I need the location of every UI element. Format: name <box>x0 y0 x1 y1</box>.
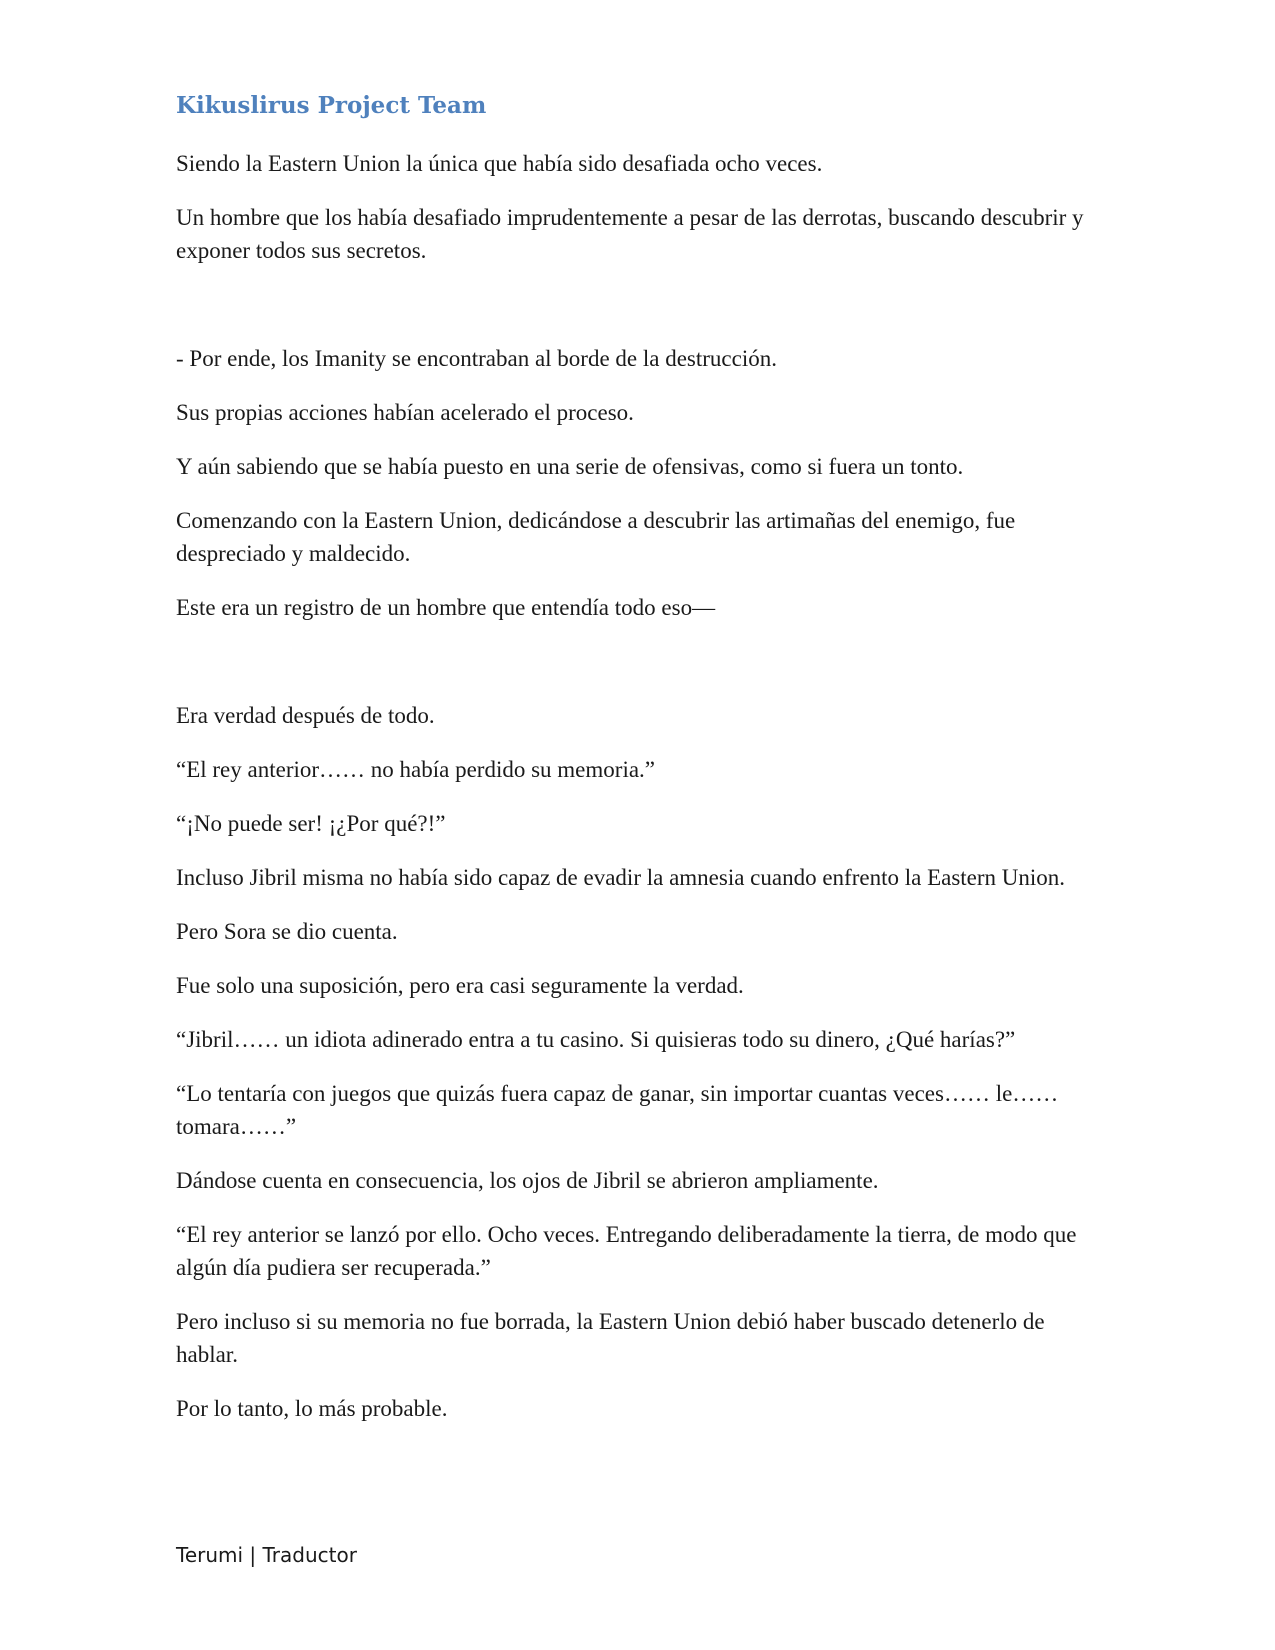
paragraph: Y aún sabiendo que se había puesto en una serie de ofensivas, como si fuera un tonto. <box>176 454 964 479</box>
paragraph: Era verdad después de todo. <box>176 703 435 728</box>
dialogue-line: “¡No puede ser! ¡¿Por qué?!” <box>176 811 446 836</box>
paragraph: Pero incluso si su memoria no fue borrada, la Eastern Union debió haber buscado detenerlo de hablar. <box>176 1309 1045 1367</box>
page-footer: Terumi | Traductor <box>176 1543 357 1567</box>
paragraph: Siendo la Eastern Union la única que había sido desafiada ocho veces. <box>176 151 823 176</box>
dialogue-line: “El rey anterior se lanzó por ello. Ocho veces. Entregando deliberadamente la tierra, de modo que algún día pudiera ser recuperada.” <box>176 1222 1077 1280</box>
paragraph: Un hombre que los había desafiado imprudentemente a pesar de las derrotas, buscando descubrir y exponer todos sus secretos. <box>176 205 1084 263</box>
paragraph: Incluso Jibril misma no había sido capaz de evadir la amnesia cuando enfrento la Eastern Union. <box>176 865 1066 890</box>
dialogue-line: “Jibril…… un idiota adinerado entra a tu casino. Si quisieras todo su dinero, ¿Qué harías?” <box>176 1027 1016 1052</box>
page-header-title: Kikuslirus Project Team <box>176 92 487 119</box>
paragraph: Fue solo una suposición, pero era casi seguramente la verdad. <box>176 973 744 998</box>
scene-break <box>176 288 1106 342</box>
scene-break <box>176 645 1106 699</box>
dialogue-line: “El rey anterior…… no había perdido su memoria.” <box>176 757 656 782</box>
dialogue-line: “Lo tentaría con juegos que quizás fuera capaz de ganar, sin importar cuantas veces…… le…… tomara……” <box>176 1081 1059 1139</box>
paragraph: Pero Sora se dio cuenta. <box>176 919 398 944</box>
paragraph: Este era un registro de un hombre que entendía todo eso— <box>176 595 716 620</box>
paragraph: Sus propias acciones habían acelerado el proceso. <box>176 400 634 425</box>
paragraph: Por lo tanto, lo más probable. <box>176 1396 448 1421</box>
paragraph: Comenzando con la Eastern Union, dedicándose a descubrir las artimañas del enemigo, fue despreciado y maldecido. <box>176 508 1016 566</box>
document-body <box>176 147 1106 1446</box>
paragraph: - Por ende, los Imanity se encontraban al borde de la destrucción. <box>176 346 777 371</box>
paragraph: Dándose cuenta en consecuencia, los ojos de Jibril se abrieron ampliamente. <box>176 1168 879 1193</box>
